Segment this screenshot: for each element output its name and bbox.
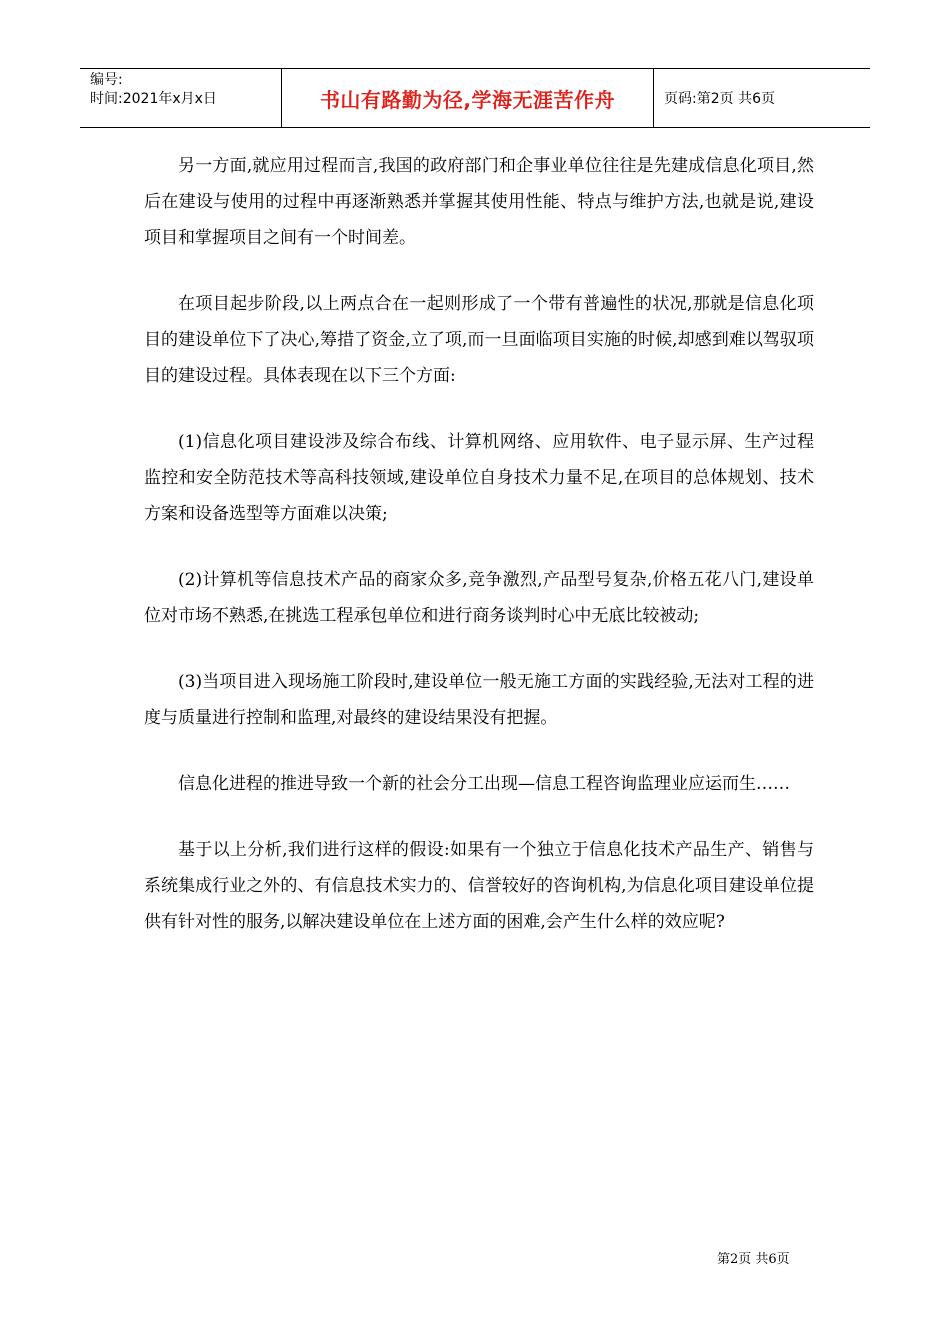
document-time-label: 时间:2021年x月x日 bbox=[90, 91, 217, 107]
paragraph: (3)当项目进入现场施工阶段时,建设单位一般无施工方面的实践经验,无法对工程的进度与质量进行控制和监理,对最终的建设结果没有把握。 bbox=[144, 672, 814, 728]
document-number-label: 编号: bbox=[90, 72, 123, 88]
header-motto: 书山有路勤为径,学海无涯苦作舟 bbox=[282, 69, 654, 127]
paragraph: (2)计算机等信息技术产品的商家众多,竞争激烈,产品型号复杂,价格五花八门,建设单位对市场不熟悉,在挑选工程承包单位和进行商务谈判时心中无底比较被动; bbox=[144, 570, 814, 626]
paragraph: 另一方面,就应用过程而言,我国的政府部门和企事业单位往往是先建成信息化项目,然后在建设与使用的过程中再逐渐熟悉并掌握其使用性能、特点与维护方法,也就是说,建设项目和掌握项目之间有一个时间差。 bbox=[144, 156, 814, 248]
paragraph: 信息化进程的推进导致一个新的社会分工出现—信息工程咨询监理业应运而生…… bbox=[178, 774, 790, 794]
page-header bbox=[80, 68, 870, 128]
paragraph: (1)信息化项目建设涉及综合布线、计算机网络、应用软件、电子显示屏、生产过程监控和安全防范技术等高科技领域,建设单位自身技术力量不足,在项目的总体规划、技术方案和设备选型等方面难以决策; bbox=[144, 432, 814, 524]
footer-page-indicator: 第2页 共6页 bbox=[717, 1252, 790, 1267]
paragraph: 在项目起步阶段,以上两点合在一起则形成了一个带有普遍性的状况,那就是信息化项目的建设单位下了决心,筹措了资金,立了项,而一旦面临项目实施的时候,却感到难以驾驭项目的建设过程。具体表现在以下三个方面: bbox=[144, 294, 814, 386]
header-meta bbox=[80, 69, 282, 127]
header-page-indicator: 页码:第2页 共6页 bbox=[664, 91, 775, 107]
paragraph: 基于以上分析,我们进行这样的假设:如果有一个独立于信息化技术产品生产、销售与系统集成行业之外的、有信息技术实力的、信誉较好的咨询机构,为信息化项目建设单位提供有针对性的服务,以解决建设单位在上述方面的困难,会产生什么样的效应呢? bbox=[144, 840, 814, 932]
document-body bbox=[144, 148, 814, 970]
